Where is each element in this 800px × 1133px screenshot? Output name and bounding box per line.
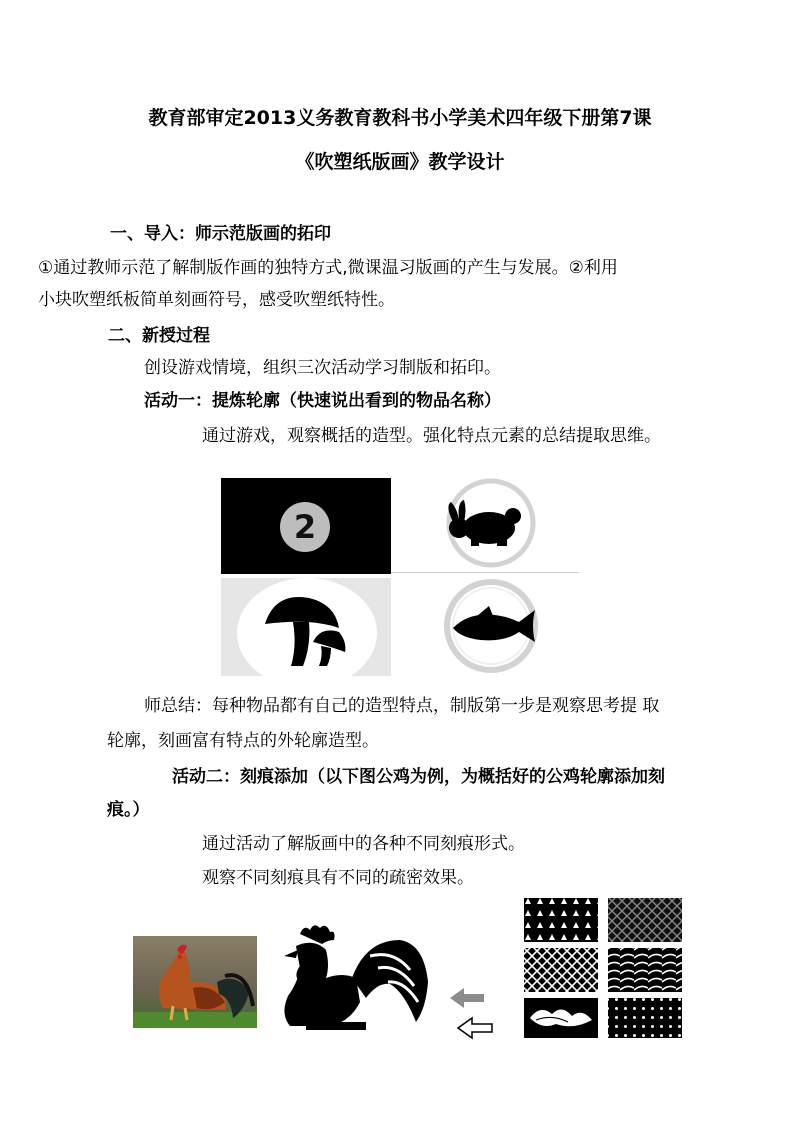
activity2-heading-line2: 痕。）: [107, 800, 150, 820]
teacher-summary-line2: 轮廓，刻画富有特点的外轮廓造型。: [107, 731, 379, 751]
rooster-silhouette-icon: [270, 922, 430, 1030]
activity2-heading-line1: 活动二：刻痕添加（以下图公鸡为例，为概括好的公鸡轮廓添加刻: [172, 767, 665, 787]
texture-crosshatch: [524, 948, 598, 992]
doc-title-line2: 《吹塑纸版画》教学设计: [295, 151, 505, 173]
section1-paragraph-line1: ①通过教师示范了解制版作画的独特方式,微课温习版画的产生与发展。②利用: [38, 258, 618, 278]
mushroom-icon: [251, 586, 361, 676]
mushroom-panel: [221, 578, 391, 676]
texture-triangles: [524, 898, 598, 942]
section2-intro: 创设游戏情境，组织三次活动学习制版和拓印。: [144, 358, 501, 378]
teacher-summary-line1: 师总结：每种物品都有自己的造型特点，制版第一步是观察思考提 取: [144, 696, 660, 716]
texture-waves: [608, 948, 682, 992]
texture-dots: [608, 998, 682, 1038]
texture-clouds: [524, 998, 598, 1038]
grid-divider: [391, 572, 579, 573]
rooster-photo: [133, 936, 257, 1028]
rabbit-icon: [431, 476, 551, 572]
doc-title-line1: 教育部审定2013义务教育教科书小学美术四年级下册第7课: [148, 107, 652, 129]
number-badge: [280, 502, 330, 552]
quiz-number-panel: [221, 478, 391, 574]
activity1-text: 通过游戏，观察概括的造型。强化特点元素的总结提取思维。: [202, 426, 661, 446]
activity1-heading: 活动一：提炼轮廓（快速说出看到的物品名称）: [144, 391, 501, 411]
texture-samples-grid: [522, 896, 684, 1038]
section2-heading: 二、新授过程: [108, 326, 210, 346]
number-badge-text: 2: [293, 508, 317, 546]
texture-diamonds: [608, 898, 682, 942]
section1-heading: 一、导入：师示范版画的拓印: [110, 224, 331, 244]
section1-paragraph-line2: 小块吹塑纸板简单刻画符号，感受吹塑纸特性。: [38, 290, 395, 310]
arrow-left-icon: [448, 986, 488, 1010]
fish-icon: [431, 576, 551, 676]
silhouette-quiz-grid: [221, 476, 581, 676]
activity2-text1: 通过活动了解版画中的各种不同刻痕形式。: [202, 834, 525, 854]
activity2-text2: 观察不同刻痕具有不同的疏密效果。: [202, 868, 474, 888]
arrow-left-outline-icon: [456, 1016, 496, 1040]
